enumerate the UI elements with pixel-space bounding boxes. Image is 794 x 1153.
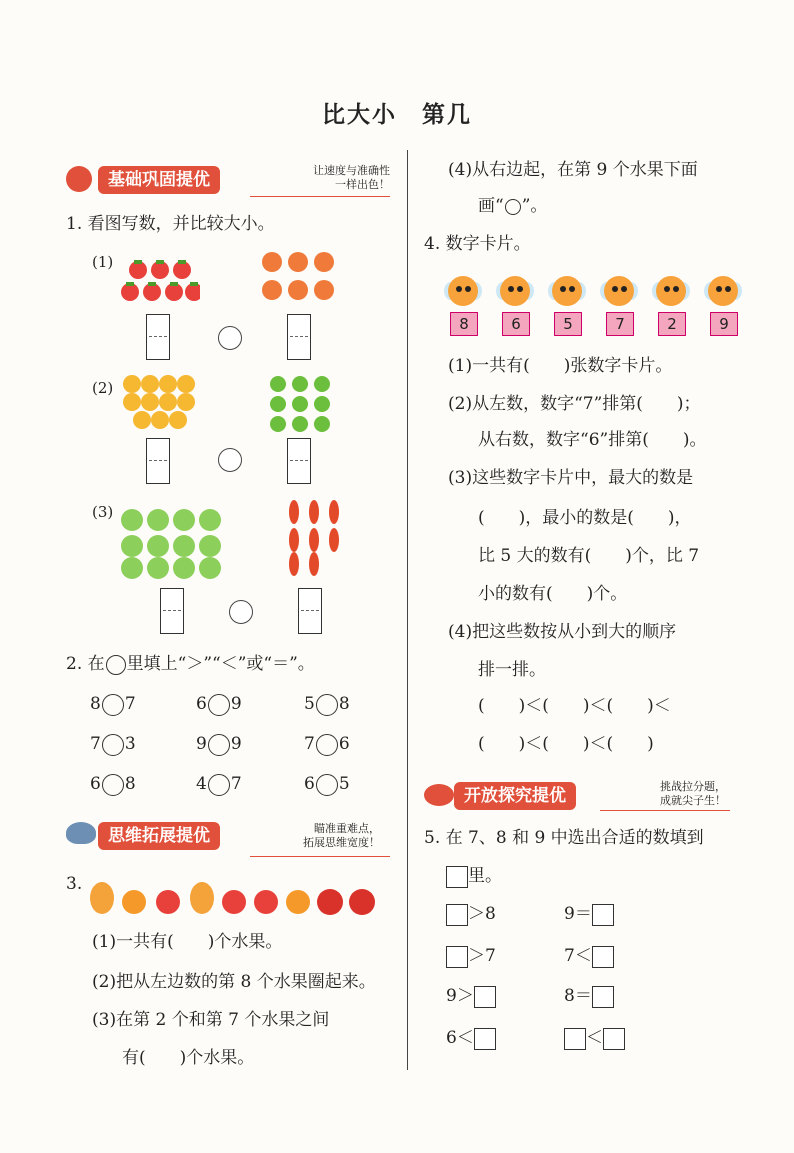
q4-sub2a: (2)从左数，数字“7”排第( )； [448, 394, 701, 414]
crab-icon [424, 784, 454, 806]
ant-icon [708, 276, 738, 306]
q1-part3-label: (3) [92, 503, 114, 521]
q2-answer-circle[interactable] [208, 734, 230, 756]
q1-compare-circle-1[interactable] [218, 326, 242, 350]
q2-compare-item [90, 692, 136, 716]
q2-compare-item [90, 732, 136, 756]
q2-stem-part-b: 里填上“＞”“＜”或“＝”。 [126, 654, 315, 674]
q2-right-number: 8 [338, 694, 350, 714]
q1-answer-box-3a[interactable] [160, 588, 184, 634]
q4-sub3d: 小的数有( )个。 [478, 584, 628, 604]
q2-answer-circle[interactable] [316, 774, 338, 796]
ant-icon [500, 276, 530, 306]
q2-right-number: 7 [230, 774, 242, 794]
page-title: 比大小 第几 [322, 102, 472, 128]
chicks-image [120, 374, 200, 432]
answer-square[interactable] [446, 904, 468, 926]
q1-compare-circle-3[interactable] [229, 600, 253, 624]
q4-sub3a: (3)这些数字卡片中，最大的数是 [448, 468, 694, 488]
q2-right-number: 9 [230, 734, 242, 754]
q5-row3-right [564, 984, 614, 1008]
cabbages-image [120, 506, 224, 580]
q2-answer-circle[interactable] [316, 734, 338, 756]
q3-sub1: (1)一共有( )个水果。 [92, 932, 283, 952]
frogs-image [266, 374, 336, 432]
fruits-row-image [86, 872, 380, 918]
q2-left-number: 6 [90, 774, 101, 794]
q2-compare-item [196, 692, 242, 716]
q2-left-number: 7 [304, 734, 315, 754]
section-banner-explore: 开放探究提优 [454, 782, 576, 810]
slogan-line-1: 瞄准重难点， [314, 822, 380, 835]
q3-number: 3. [66, 874, 83, 894]
q2-answer-circle[interactable] [316, 694, 338, 716]
q5-row2-right [564, 944, 614, 968]
q2-right-number: 6 [338, 734, 350, 754]
q3-sub4b [478, 194, 547, 218]
q4-sub2b: 从右数，数字“6”排第( )。 [478, 430, 707, 450]
chili-peppers-image [284, 498, 344, 578]
number-card: 6 [502, 312, 530, 336]
q3-sub4a: (4)从右边起，在第 9 个水果下面 [448, 160, 698, 180]
q2-answer-circle[interactable] [208, 774, 230, 796]
q5-row2-left [446, 944, 496, 968]
q4-sub4a: (4)把这些数按从小到大的顺序 [448, 622, 677, 642]
q5-row4-right-text: ＜ [586, 1028, 603, 1048]
q2-answer-circle[interactable] [102, 694, 124, 716]
ant-icon [656, 276, 686, 306]
q2-compare-item [90, 772, 136, 796]
ant-icon [552, 276, 582, 306]
q2-left-number: 5 [304, 694, 315, 714]
q3-sub2: (2)把从左边数的第 8 个水果圈起来。 [92, 972, 376, 992]
q1-compare-circle-2[interactable] [218, 448, 242, 472]
q1-answer-box-1b[interactable] [287, 314, 311, 360]
q5-row4-left [446, 1026, 496, 1050]
q5-row1-right-text: 9＝ [564, 904, 592, 924]
answer-square[interactable] [603, 1028, 625, 1050]
q4-sub4b: 排一排。 [478, 660, 546, 680]
q2-stem-part-a: 2. 在 [66, 654, 105, 674]
circle-symbol [505, 199, 521, 215]
q2-left-number: 9 [196, 734, 207, 754]
slogan-line-1: 让速度与准确性 [313, 164, 390, 177]
number-card: 7 [606, 312, 634, 336]
q5-stem2-text: 里。 [468, 866, 502, 886]
q5-row2-left-text: ＞7 [468, 946, 496, 966]
q2-left-number: 6 [304, 774, 315, 794]
q2-right-number: 3 [124, 734, 136, 754]
section-banner-thinking: 思维拓展提优 [98, 822, 220, 850]
slogan-line-2: 拓展思维宽度！ [303, 836, 380, 849]
slogan-underline [250, 196, 390, 197]
q2-right-number: 5 [338, 774, 350, 794]
answer-square[interactable] [474, 1028, 496, 1050]
q2-right-number: 9 [230, 694, 242, 714]
q5-row3-left [446, 984, 496, 1008]
number-card: 8 [450, 312, 478, 336]
number-card: 9 [710, 312, 738, 336]
answer-square[interactable] [474, 986, 496, 1008]
q1-answer-box-1a[interactable] [146, 314, 170, 360]
q2-left-number: 4 [196, 774, 207, 794]
answer-square[interactable] [446, 946, 468, 968]
q5-stem: 5. 在 7、8 和 9 中选出合适的数填到 [424, 828, 704, 848]
q4-stem: 4. 数字卡片。 [424, 234, 531, 254]
q5-row1-left [446, 902, 496, 926]
q3-sub3a: (3)在第 2 个和第 7 个水果之间 [92, 1010, 330, 1030]
ant-icon [604, 276, 634, 306]
q2-left-number: 6 [196, 694, 207, 714]
circle-symbol [106, 655, 126, 675]
column-divider [407, 150, 408, 1070]
answer-square[interactable] [592, 946, 614, 968]
number-card: 5 [554, 312, 582, 336]
q3-sub4b-part-a: 画“ [478, 196, 504, 216]
section-slogan-basic [260, 164, 390, 192]
slogan-underline [600, 810, 730, 811]
q4-sub4c: ( )＜( )＜( )＜ [478, 696, 671, 716]
q4-sub1: (1)一共有( )张数字卡片。 [448, 356, 673, 376]
slogan-line-2: 一样出色！ [335, 178, 390, 191]
q1-part1-label: (1) [92, 253, 114, 271]
q2-answer-circle[interactable] [208, 694, 230, 716]
q5-row4-right [564, 1026, 625, 1050]
q5-row4-left-text: 6＜ [446, 1028, 474, 1048]
q5-row1-left-text: ＞8 [468, 904, 496, 924]
q2-left-number: 7 [90, 734, 101, 754]
q2-compare-item [196, 772, 242, 796]
q3-sub3b: 有( )个水果。 [122, 1048, 255, 1068]
q1-stem: 1. 看图写数，并比较大小。 [66, 214, 275, 234]
crabs-image [258, 250, 340, 306]
q1-answer-box-3b[interactable] [298, 588, 322, 634]
q1-answer-box-2a[interactable] [146, 438, 170, 484]
q5-row3-left-text: 9＞ [446, 986, 474, 1006]
strawberries-image [120, 258, 200, 306]
q1-part2-label: (2) [92, 379, 114, 397]
slogan-underline [250, 856, 390, 857]
q3-sub4b-part-b: ”。 [521, 196, 548, 216]
section-slogan-explore [600, 780, 726, 808]
ant-icon [448, 276, 478, 306]
slogan-line-2: 成就尖子生！ [660, 794, 726, 807]
q2-stem [66, 652, 315, 676]
q2-answer-circle[interactable] [102, 774, 124, 796]
section-slogan-thinking [250, 822, 380, 850]
q2-compare-item [304, 732, 350, 756]
answer-square[interactable] [564, 1028, 586, 1050]
q2-right-number: 7 [124, 694, 136, 714]
q2-compare-item [304, 772, 350, 796]
octopus-icon [66, 166, 92, 192]
answer-square-symbol [446, 866, 468, 888]
q4-sub4d: ( )＜( )＜( ) [478, 734, 654, 754]
q1-answer-box-2b[interactable] [287, 438, 311, 484]
q2-compare-item [196, 732, 242, 756]
q4-sub3c: 比 5 大的数有( )个，比 7 [478, 546, 700, 566]
q2-answer-circle[interactable] [102, 734, 124, 756]
q5-row3-right-text: 8＝ [564, 986, 592, 1006]
answer-square[interactable] [592, 986, 614, 1008]
q2-left-number: 8 [90, 694, 101, 714]
q5-stem2 [446, 864, 502, 888]
shark-icon [66, 822, 96, 844]
q4-sub3b: ( )，最小的数是( )， [478, 508, 692, 528]
q5-row2-right-text: 7＜ [564, 946, 592, 966]
answer-square[interactable] [592, 904, 614, 926]
q5-row1-right [564, 902, 614, 926]
q2-compare-item [304, 692, 350, 716]
section-banner-basic: 基础巩固提优 [98, 166, 220, 194]
q2-right-number: 8 [124, 774, 136, 794]
slogan-line-1: 挑战拉分题， [660, 780, 726, 793]
number-card: 2 [658, 312, 686, 336]
